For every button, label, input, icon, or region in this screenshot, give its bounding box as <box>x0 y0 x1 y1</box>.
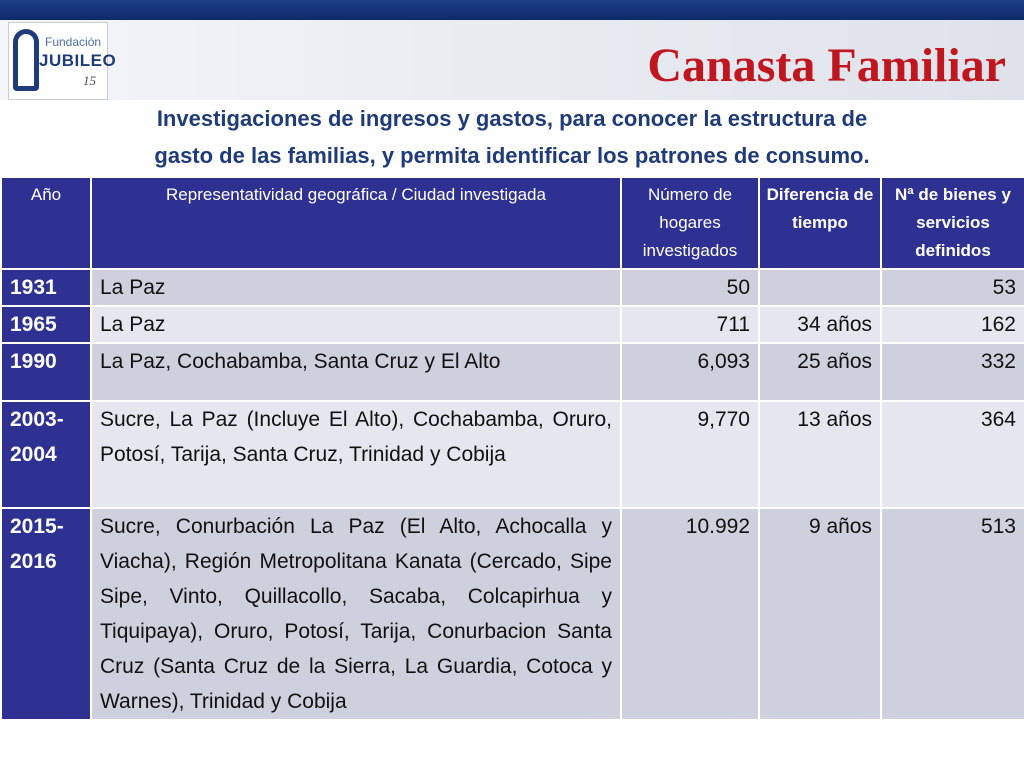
row-year: 2015-2016 <box>1 508 91 720</box>
slide-title: Canasta Familiar <box>647 39 1006 92</box>
table-row <box>1 306 1024 343</box>
row-year: 1965 <box>1 306 91 343</box>
row-households: 50 <box>621 269 759 306</box>
row-time-difference: 34 años <box>759 306 881 343</box>
header-goods-services: Nª de bienes y servicios definidos <box>881 177 1024 269</box>
row-time-difference: 13 años <box>759 401 881 508</box>
row-year: 1931 <box>1 269 91 306</box>
row-cities: La Paz, Cochabamba, Santa Cruz y El Alto <box>91 343 621 401</box>
header-year: Año <box>1 177 91 269</box>
subtitle-line-2: gasto de las familias, y permita identificar los patrones de consumo. <box>154 143 870 168</box>
row-goods-count: 364 <box>881 401 1024 508</box>
row-year: 1990 <box>1 343 91 401</box>
header-households: Número de hogares investigados <box>621 177 759 269</box>
row-goods-count: 513 <box>881 508 1024 720</box>
row-time-difference <box>759 269 881 306</box>
row-time-difference: 25 años <box>759 343 881 401</box>
row-households: 10.992 <box>621 508 759 720</box>
row-households: 711 <box>621 306 759 343</box>
table-row <box>1 343 1024 401</box>
logo-text-jubileo: JUBILEO <box>39 51 117 70</box>
row-households: 9,770 <box>621 401 759 508</box>
row-goods-count: 53 <box>881 269 1024 306</box>
row-goods-count: 162 <box>881 306 1024 343</box>
table-row <box>1 508 1024 720</box>
logo-text-fundacion: Fundación <box>45 35 102 49</box>
row-cities: La Paz <box>91 269 621 306</box>
row-cities: Sucre, La Paz (Incluye El Alto), Cochabamba, Oruro, Potosí, Tarija, Santa Cruz, Trinidad y Cobija <box>91 401 621 508</box>
row-cities: La Paz <box>91 306 621 343</box>
table-row <box>1 401 1024 508</box>
row-goods-count: 332 <box>881 343 1024 401</box>
logo-text-anniversary: 15 <box>83 73 96 88</box>
table-header-row <box>1 177 1024 269</box>
fundacion-jubileo-logo <box>8 22 117 100</box>
subtitle-line-1: Investigaciones de ingresos y gastos, para conocer la estructura de <box>156 106 868 131</box>
row-cities: Sucre, Conurbación La Paz (El Alto, Achocalla y Viacha), Región Metropolitana Kanata (Cercado, Sipe Sipe, Vinto, Quillacollo, Sacaba, Colcapirhua y Tiquipaya), Oruro, Potosí, Tarija, Conurbacion Santa Cruz (Santa Cruz de la Sierra, La Guardia, Cotoca y Warnes), Trinidad y Cobija <box>91 508 621 720</box>
slide-subtitle <box>0 100 1024 174</box>
canasta-familiar-table <box>0 176 1024 721</box>
header-geographic-representation: Representatividad geográfica / Ciudad investigada <box>91 177 621 269</box>
logo-emblem-icon <box>13 29 39 91</box>
header-time-difference: Diferencia de tiempo <box>759 177 881 269</box>
table-row <box>1 269 1024 306</box>
row-time-difference: 9 años <box>759 508 881 720</box>
top-banner-bar <box>0 0 1024 20</box>
row-households: 6,093 <box>621 343 759 401</box>
row-year: 2003-2004 <box>1 401 91 508</box>
